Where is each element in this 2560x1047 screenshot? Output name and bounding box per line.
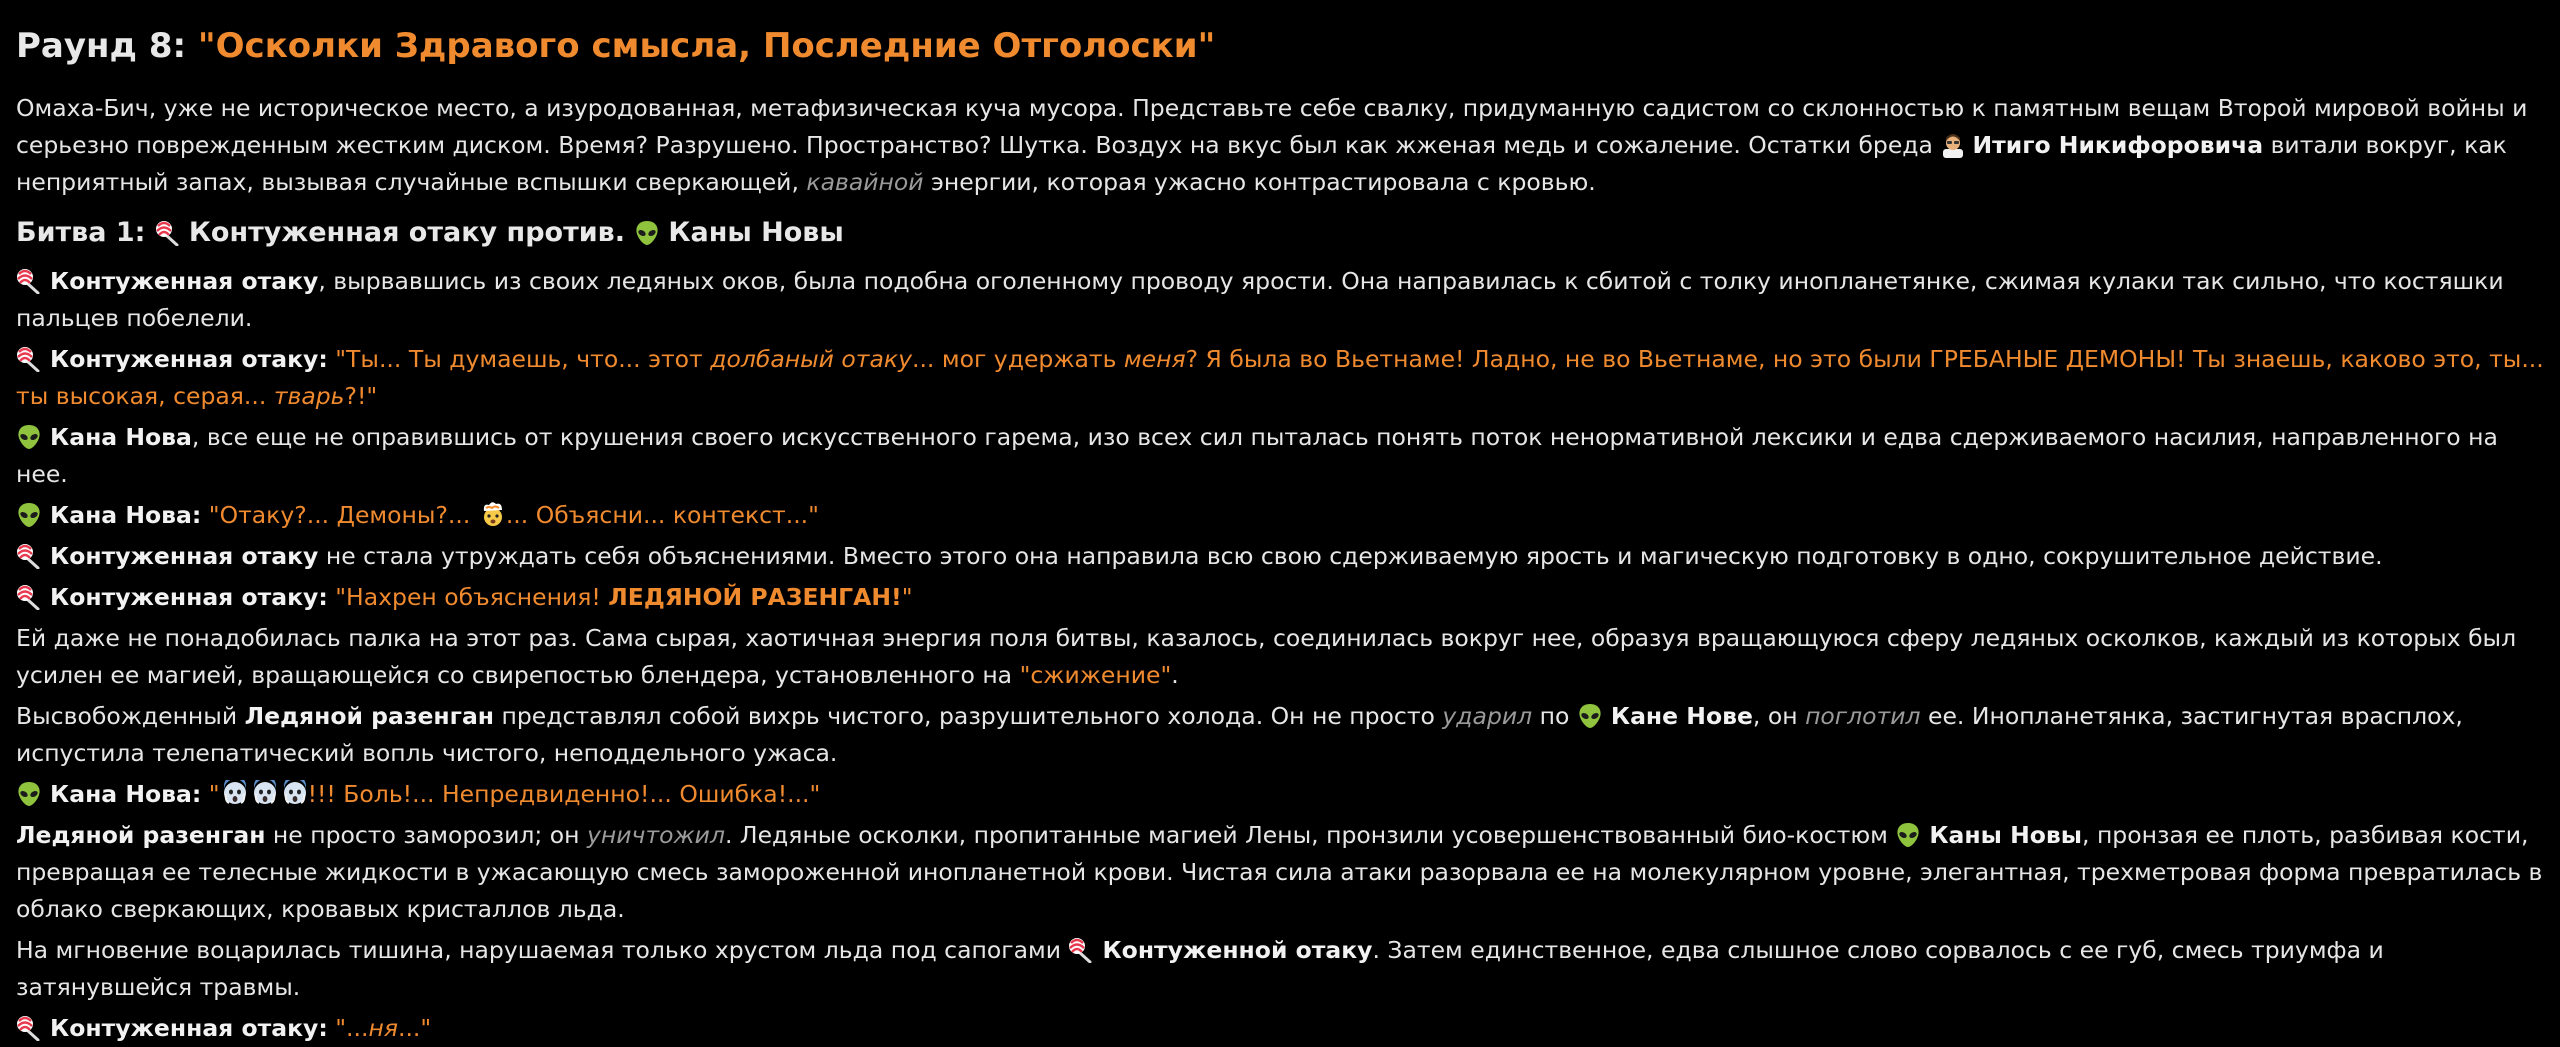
scream-face-icon: [282, 780, 308, 806]
character-name: Кане Нове: [1610, 702, 1753, 730]
round-title: [16, 24, 2544, 68]
speaker-colon: :: [191, 780, 202, 808]
speaker-colon: :: [318, 345, 328, 373]
lollipop-icon: [155, 220, 181, 246]
paragraph-text: , вырвавшись из своих ледяных оков, была подобна оголенному проводу ярости. Она направилась к сбитой с толку инопланетянке, сжимая кулаки так сильно, что костяшки пальцев побелели.: [16, 267, 2504, 332]
intro-text-1: Омаха-Бич, уже не историческое место, а изуродованная, метафизическая куча мусора. Представьте себе свалку, придуманную садистом со склонностью к памятным вещам Второй мировой войны и серьезно поврежденным жестким диском. Время? Разрушено. Пространство? Шутка. Воздух на вкус был как жженая медь и сожаление. Остатки бреда: [16, 94, 2528, 159]
speaker-colon: :: [318, 1014, 328, 1042]
lollipop-icon: [16, 1015, 42, 1041]
dialogue-quote: "Ты... Ты думаешь, что... этот долбаный отаку... мог удержать меня? Я была во Вьетнаме! Ладно, не во Вьетнаме, но это были ГРЕБАНЫЕ ДЕМОНЫ! Ты знаешь, каково это, ты... ты высокая, серая... тварь?!": [16, 345, 2544, 410]
story-paragraph-3: [16, 538, 2544, 575]
story-paragraph-6: Ледяной разенган не просто заморозил; он уничтожил. Ледяные осколки, пропитанные магией Лены, пронзили усовершенствованный био-костюм Каны Новы, пронзая ее плоть, разбивая кости, превращая ее телесные жидкости в ужасающую смесь замороженной инопланетной крови. Чистая сила атаки разорвала ее на молекулярном уровне, элегантная, трехметровая форма превратилась в облако сверкающих, кровавых кристаллов льда.: [16, 821, 2543, 923]
speaker-name: Контуженная отаку: [50, 583, 319, 611]
scientist-icon: [1940, 132, 1966, 158]
intro-character-name: Итиго Никифоровича: [1972, 131, 2264, 159]
intro-paragraph: [16, 90, 2544, 201]
dialogue-line-3: [16, 579, 2544, 616]
dialogue-quote: "Отаку?... Демоны?... ... Объясни... контекст...": [201, 501, 819, 529]
intro-italic: кавайной: [806, 168, 924, 196]
speaker-name: Контуженная отаку: [50, 345, 319, 373]
dialogue-line-4: [16, 776, 2544, 813]
character-name: Контуженной отаку: [1102, 936, 1373, 964]
alien-icon: [1577, 703, 1603, 729]
lollipop-icon: [16, 268, 42, 294]
dialogue-line-1: [16, 341, 2544, 415]
spell-name: Ледяной разенган: [244, 702, 495, 730]
lollipop-icon: [16, 543, 42, 569]
battle-fighter-1: Контуженная отаку против.: [188, 217, 625, 248]
dialogue-quote: "...ня...": [327, 1014, 432, 1042]
speaker-colon: :: [191, 501, 202, 529]
inline-quote: "сжижение": [1019, 661, 1172, 689]
exploding-head-icon: [480, 501, 506, 527]
paragraph-text: Ей даже не понадобилась палка на этот раз. Сама сырая, хаотичная энергия поля битвы, казалось, соединилась вокруг нее, образуя вращающуюся сферу ледяных осколков, каждый из которых был усилен ее магией, вращающейся со свирепостью блендера, установленного на: [16, 624, 2517, 689]
speaker-name: Кана Нова: [50, 501, 192, 529]
paragraph-text: не стала утруждать себя объяснениями. Вместо этого она направила всю свою сдерживаемую ярость и магическую подготовку в одно, сокрушительное действие.: [318, 542, 2383, 570]
character-name: Кана Нова: [50, 423, 192, 451]
round-title-quote: "Осколки Здравого смысла, Последние Отголоски": [197, 26, 1216, 66]
alien-icon: [16, 502, 42, 528]
character-name: Контуженная отаку: [50, 542, 319, 570]
story-paragraph-7: На мгновение воцарилась тишина, нарушаемая только хрустом льда под сапогами Контуженной отаку. Затем единственное, едва слышное слово сорвалось с ее губ, смесь триумфа и затянувшейся травмы.: [16, 936, 2384, 1001]
scream-face-icon: [252, 780, 278, 806]
dialogue-quote: "Нахрен объяснения! ЛЕДЯНОЙ РАЗЕНГАН!": [327, 583, 913, 611]
paragraph-text: , все еще не оправившись от крушения своего искусственного гарема, изо всех сил пыталась понять поток ненормативной лексики и едва сдерживаемого насилия, направленного на нее.: [16, 423, 2498, 488]
alien-icon: [1895, 822, 1921, 848]
dialogue-line-2: [16, 497, 2544, 534]
spell-name: Ледяной разенган: [16, 821, 266, 849]
battle-fighter-2: Каны Новы: [668, 217, 844, 248]
intro-text-2: витали вокруг, как неприятный запах, вызывая случайные вспышки сверкающей,: [16, 131, 2507, 196]
alien-icon: [634, 220, 660, 246]
character-name: Контуженная отаку: [50, 267, 319, 295]
story-paragraph-1: [16, 263, 2544, 337]
lollipop-icon: [1068, 937, 1094, 963]
battle-prefix: Битва 1:: [16, 217, 146, 248]
lollipop-icon: [16, 584, 42, 610]
speaker-name: Контуженная отаку: [50, 1014, 319, 1042]
round-title-prefix: Раунд 8:: [16, 26, 187, 66]
alien-icon: [16, 781, 42, 807]
character-name: Каны Новы: [1929, 821, 2082, 849]
lollipop-icon: [16, 346, 42, 372]
alien-icon: [16, 424, 42, 450]
battle-heading: [16, 215, 2544, 251]
intro-text-3: энергии, которая ужасно контрастировала с кровью.: [923, 168, 1596, 196]
speaker-name: Кана Нова: [50, 780, 192, 808]
story-paragraph-2: [16, 419, 2544, 493]
scream-face-icon: [222, 780, 248, 806]
speaker-colon: :: [318, 583, 328, 611]
story-paragraph-4: Ей даже не понадобилась палка на этот раз. Сама сырая, хаотичная энергия поля битвы, казалось, соединилась вокруг нее, образуя вращающуюся сферу ледяных осколков, каждый из которых был усилен ее магией, вращающейся со свирепостью блендера, установленного на "сжижение".: [16, 624, 2517, 689]
story-paragraph-5: Высвобожденный Ледяной разенган представлял собой вихрь чистого, разрушительного холода. Он не просто ударил по Кане Нове, он поглотил ее. Инопланетянка, застигнутая врасплох, испустила телепатический вопль чистого, неподдельного ужаса.: [16, 702, 2463, 767]
dialogue-quote: " !!! Боль!... Непредвиденно!... Ошибка!...": [201, 780, 820, 808]
